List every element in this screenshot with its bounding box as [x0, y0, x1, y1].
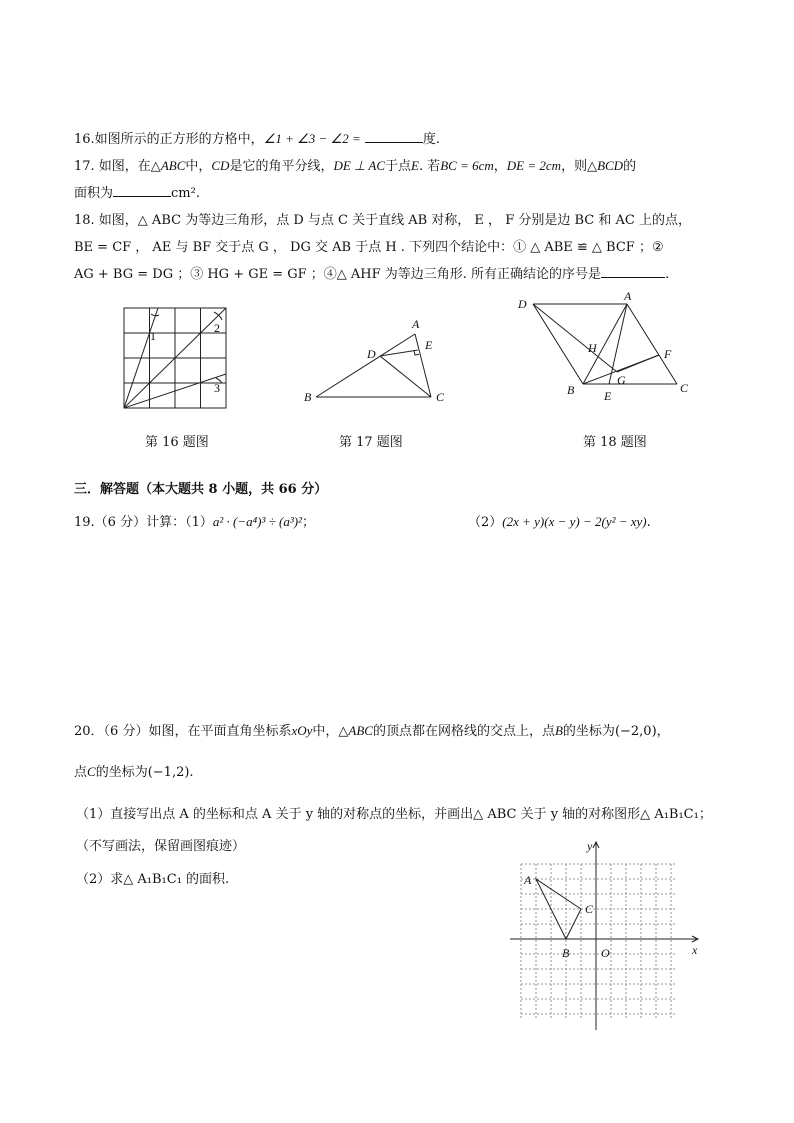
q20-line-2 [74, 761, 194, 780]
fig16-caption: 第 16 题图 [145, 435, 209, 450]
q17-text: ，则△ [561, 159, 598, 174]
q17-text: 17. 如图，在△ [74, 159, 161, 174]
section3-title: 三．解答题（本大题共 8 小题，共 66 分） [74, 482, 328, 497]
q17-text: 面积为 [74, 186, 114, 201]
fig16-angle-1: 1 [150, 329, 156, 343]
q17-text: ， [493, 159, 507, 174]
fig17-label-d: D [367, 347, 376, 361]
q20-b-coordinate: (−2,0) [614, 724, 657, 739]
q18-text-1: 18. 如图，△ ABC 为等边三角形，点 D 与点 C 关于直线 AB 对称， E ， F 分别是边 BC 和 AC 上的点， [74, 213, 691, 228]
q17-triangle-bcd: BCD [597, 158, 624, 173]
q17-cd: CD [211, 158, 230, 173]
fig18-figure [513, 288, 703, 408]
q20-text: 的坐标为 [95, 765, 148, 780]
q20-text: . [189, 765, 194, 780]
q19-end: . [646, 515, 651, 530]
fig17-label-c: C [436, 390, 445, 404]
q20-triangle-abc: ABC [348, 723, 373, 738]
fig18-label-b: B [567, 383, 575, 397]
q17-bc-length: BC = 6cm [440, 158, 494, 173]
q20-xoy: xOy [291, 723, 313, 738]
fig16-grid-figure [124, 308, 228, 412]
q19-expression-2: (2x + y)(x − y) − 2(y² − xy) [502, 514, 647, 529]
q17-de-perp-ac: DE ⊥ AC [333, 158, 385, 173]
q20-text: ， [656, 724, 670, 739]
q18-text-3: AG + BG = DG ；③ HG + GE = GF ；④△ AHF 为等边三角形. 所有正确结论的序号是 [74, 267, 602, 282]
fig18-label-e: E [604, 389, 612, 403]
q20-text: 中，△ [312, 724, 349, 739]
q19-part2 [468, 511, 651, 530]
fig18-label-d: D [518, 297, 527, 311]
q16-expression: ∠1 + ∠3 − ∠2 = [263, 131, 361, 146]
q18-answer-blank[interactable] [601, 265, 665, 278]
fig16-angle-2: 2 [214, 321, 220, 335]
q20-text: 点 [74, 765, 88, 780]
q18-period: . [665, 267, 670, 282]
q18-line-1 [74, 209, 691, 228]
q20-line-1 [74, 720, 670, 739]
fig20-label-b: B [562, 946, 570, 960]
q20-c-coordinate: (−1,2) [147, 765, 190, 780]
q19-separator: ； [301, 515, 315, 530]
q19-head: 19.（6 分）计算：（1） [74, 515, 213, 530]
q20-point-c: C [87, 764, 96, 779]
fig17-label-a: A [412, 317, 420, 331]
q17-text: . 若 [418, 159, 441, 174]
fig20-coordinate-grid [505, 838, 705, 1038]
q20-text: 的坐标为 [562, 724, 615, 739]
fig18-label-a: A [624, 289, 632, 303]
q20-part1: （1）直接写出点 A 的坐标和点 A 关于 y 轴的对称点的坐标，并画出△ ABC 关于 y 轴的对称图形△ A₁B₁C₁； [76, 807, 712, 822]
fig17-label-e: E [425, 338, 433, 352]
q20-text: 20．（6 分）如图，在平面直角坐标系 [74, 724, 292, 739]
q18-line-2 [74, 236, 664, 255]
q17-de-length: DE = 2cm [506, 158, 562, 173]
fig20-label-x: x [692, 943, 698, 957]
q17-unit: cm². [171, 186, 200, 201]
q19-part2-label: （2） [468, 515, 503, 530]
fig20-label-c: C [585, 902, 594, 916]
q16-line [74, 128, 440, 147]
fig18-caption: 第 18 题图 [583, 435, 647, 450]
fig17-caption: 第 17 题图 [339, 435, 403, 450]
q16-text: .如图所示的正方形的方格中， [90, 132, 264, 147]
q17-text: 于点 [385, 159, 412, 174]
q20-point-b: B [554, 723, 563, 738]
q16-unit: 度. [422, 132, 440, 147]
fig20-label-y: y [587, 839, 593, 853]
q17-line-1 [74, 155, 636, 174]
q16-answer-blank[interactable] [365, 130, 423, 143]
fig16-angle-3: 3 [214, 381, 220, 395]
q17-text: 的 [623, 159, 637, 174]
fig17-triangle-figure [300, 312, 460, 412]
q17-text: 是它的角平分线， [229, 159, 334, 174]
fig18-label-g: G [617, 373, 626, 387]
q17-text: 中， [185, 159, 212, 174]
q20-part2: （2）求△ A₁B₁C₁ 的面积. [76, 872, 230, 887]
q19-line [74, 511, 315, 530]
q18-line-3 [74, 263, 669, 282]
q17-triangle-abc: ABC [160, 158, 186, 173]
fig18-label-f: F [664, 347, 672, 361]
q17-point-e: E [411, 158, 419, 173]
q20-text: 的顶点都在网格线的交点上，点 [372, 724, 555, 739]
q19-expression-1: a² · (−a⁴)³ ÷ (a³)² [212, 514, 302, 529]
q20-part1-note: （不写画法，保留画图痕迹） [76, 839, 246, 854]
q17-answer-blank[interactable] [113, 184, 171, 197]
fig20-label-o: O [601, 946, 610, 960]
fig18-label-h: H [588, 341, 597, 355]
q17-line-2 [74, 182, 200, 201]
q16-number: 16 [74, 132, 91, 147]
q18-text-2: BE = CF ， AE 与 BF 交于点 G ， DG 交 AB 于点 H . 下列四个结论中：① △ ABE ≌ △ BCF ；② [74, 240, 664, 255]
fig18-label-c: C [680, 381, 689, 395]
fig20-label-a: A [524, 873, 532, 887]
fig17-label-b: B [304, 390, 312, 404]
